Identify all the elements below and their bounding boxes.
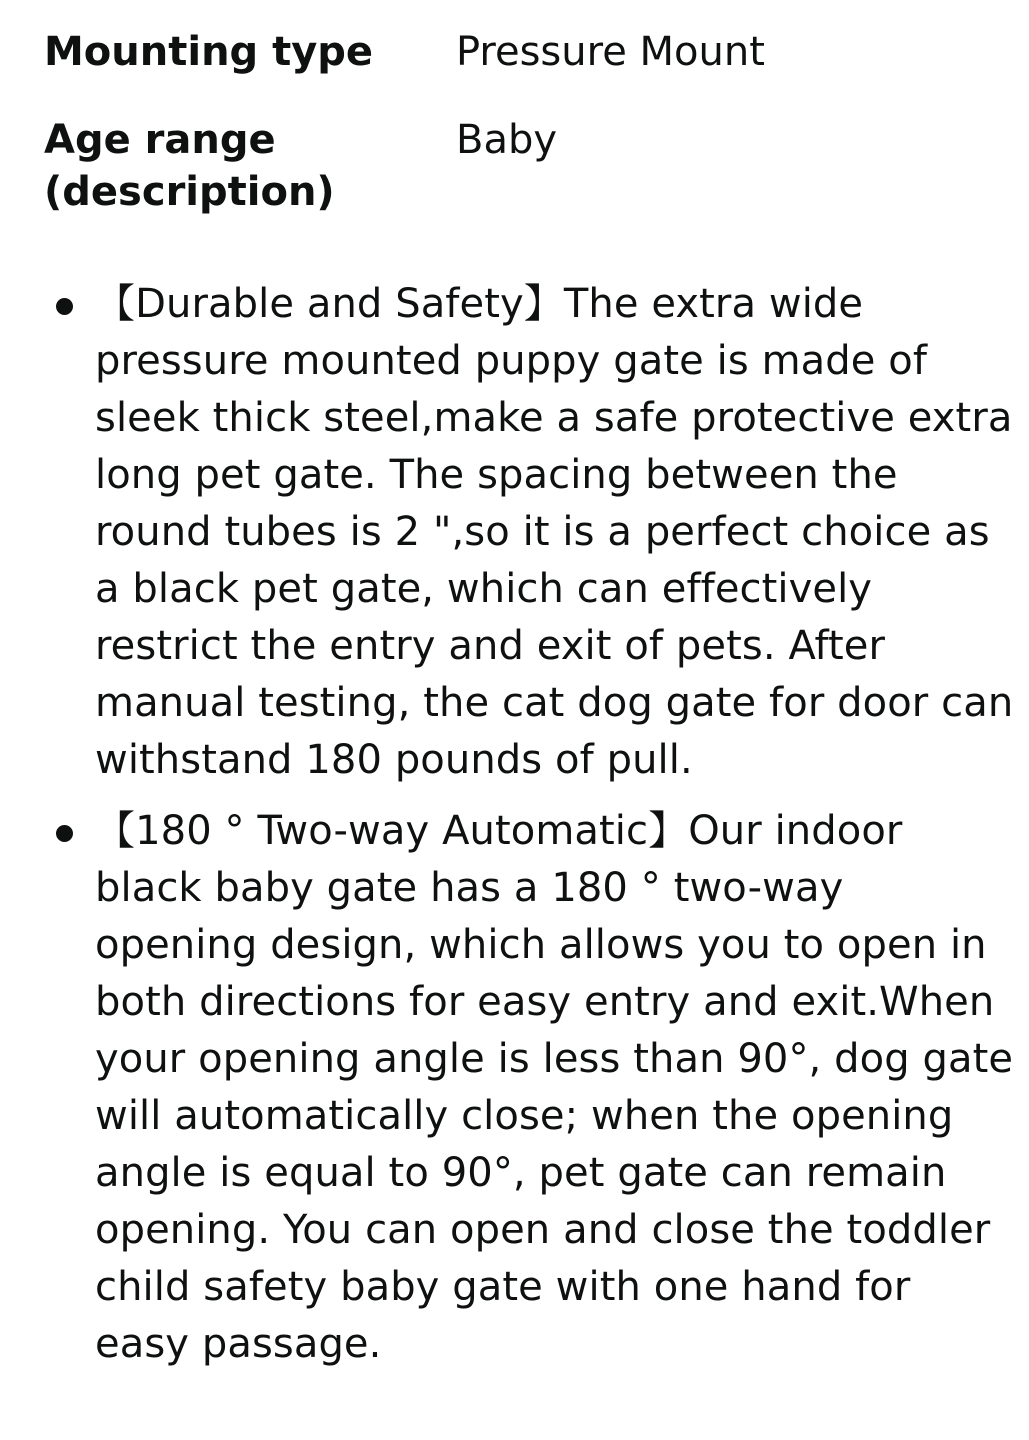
feature-bullet-list: [0, 276, 1029, 1387]
product-specs-table: [44, 26, 1004, 254]
bullet-dot-icon: [56, 825, 73, 842]
feature-bullet-text: 【Durable and Safety】The extra wide pressure mounted puppy gate is made of sleek thick steel,make a safe protective extra long pet gate. The spacing between the round tubes is 2 ",so it is a perfect choice as a black pet gate, which can effectively restrict the entry and exit of pets. After manual testing, the cat dog gate for door can withstand 180 pounds of pull.: [95, 281, 1014, 783]
feature-bullet: [0, 276, 1029, 789]
feature-bullet-text: 【180 ° Two-way Automatic】Our indoor black baby gate has a 180 ° two-way opening design, which allows you to open in both directions for easy entry and exit.When your opening angle is less than 90°, dog gate will automatically close; when the opening angle is equal to 90°, pet gate can remain opening. You can open and close the toddler child safety baby gate with one hand for easy passage.: [95, 808, 1014, 1367]
spec-label: Age range (description): [44, 117, 335, 215]
feature-bullet: [0, 803, 1029, 1373]
spec-row-mounting-type: [44, 26, 1004, 78]
spec-value: Pressure Mount: [456, 29, 765, 75]
spec-row-age-range: [44, 114, 1004, 218]
spec-label: Mounting type: [44, 29, 374, 75]
bullet-dot-icon: [56, 298, 73, 315]
spec-value: Baby: [456, 117, 558, 163]
